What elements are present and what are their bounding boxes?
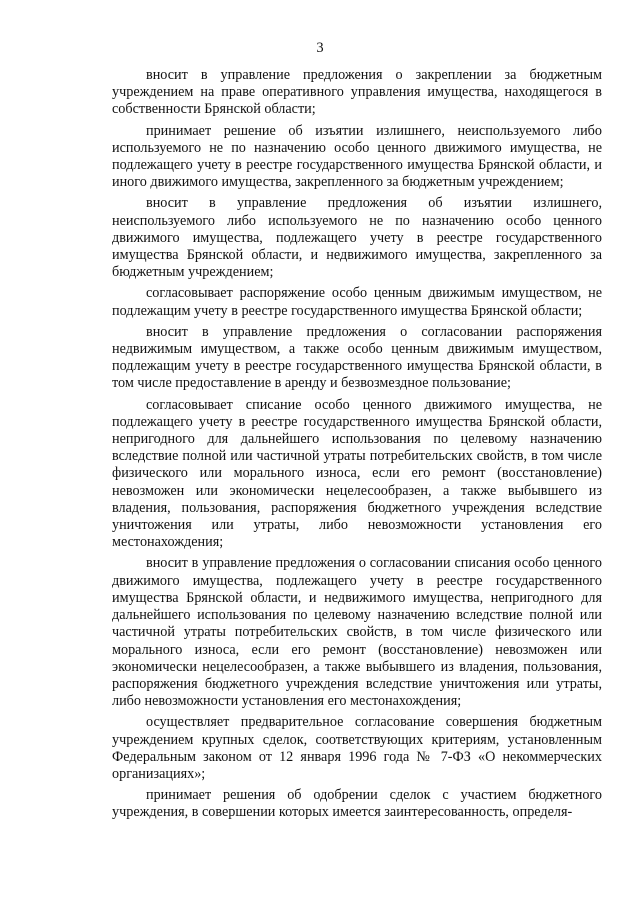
paragraph: осуществляет предварительное согласование совершения бюджетным учреждением крупных сделок, соответствующих критериям, установленным Федеральным законом от 12 января 1996 года № 7-ФЗ «О некоммерческих организациях»; (112, 714, 602, 782)
paragraph: принимает решения об одобрении сделок с участием бюджетного учреждения, в совершении которых имеется заинтересованность, определя- (112, 787, 602, 821)
document-body (112, 67, 602, 826)
page-number: 3 (316, 40, 324, 56)
paragraph: согласовывает списание особо ценного движимого имущества, не подлежащего учету в реестре государственного имущества Брянской области, непригодного для дальнейшего использования по целевому назначению вследствие полной или частичной утраты потребительских свойств, в том числе физического или морального износа, если его ремонт (восстановление) невозможен или экономически нецелесообразен, а также выбывшего из владения, пользования, распоряжения бюджетного учреждения вследствие уничтожения или утраты, либо невозможности установления его местонахождения; (112, 396, 602, 551)
paragraph: вносит в управление предложения о закреплении за бюджетным учреждением на праве оперативного управления имущества, находящегося в собственности Брянской области; (112, 67, 602, 118)
paragraph: вносит в управление предложения о согласовании распоряжения недвижимым имуществом, а также особо ценным движимым имуществом, подлежащим учету в реестре государственного имущества Брянской области, в том числе предоставление в аренду и безвозмездное пользование; (112, 323, 602, 392)
paragraph: принимает решение об изъятии излишнего, неиспользуемого либо используемого не по назначению особо ценного движимого имущества, не подлежащего учету в реестре государственного имущества Брянской области, и иного движимого имущества, закрепленного за бюджетным учреждением; (112, 122, 602, 191)
paragraph: вносит в управление предложения о согласовании списания особо ценного движимого имущества, подлежащего учету в реестре государственного имущества Брянской области, и недвижимого имущества, непригодного для дальнейшего использования по целевому назначению вследствие полной или частичной утраты потребительских свойств, в том числе физического или морального износа, если его ремонт (восстановление) невозможен или экономически нецелесообразен, а также выбывшего из владения, пользования, распоряжения бюджетного учреждения вследствие уничтожения или утраты, либо невозможности установления его местонахождения; (112, 555, 602, 710)
paragraph: вносит в управление предложения об изъятии излишнего, неиспользуемого либо используемого не по назначению особо ценного движимого имущества, подлежащего учету в реестре государственного имущества Брянской области, и недвижимого имущества, закрепленного за бюджетным учреждением; (112, 195, 602, 281)
paragraph: согласовывает распоряжение особо ценным движимым имуществом, не подлежащим учету в реестре государственного имущества Брянской области; (112, 285, 602, 319)
